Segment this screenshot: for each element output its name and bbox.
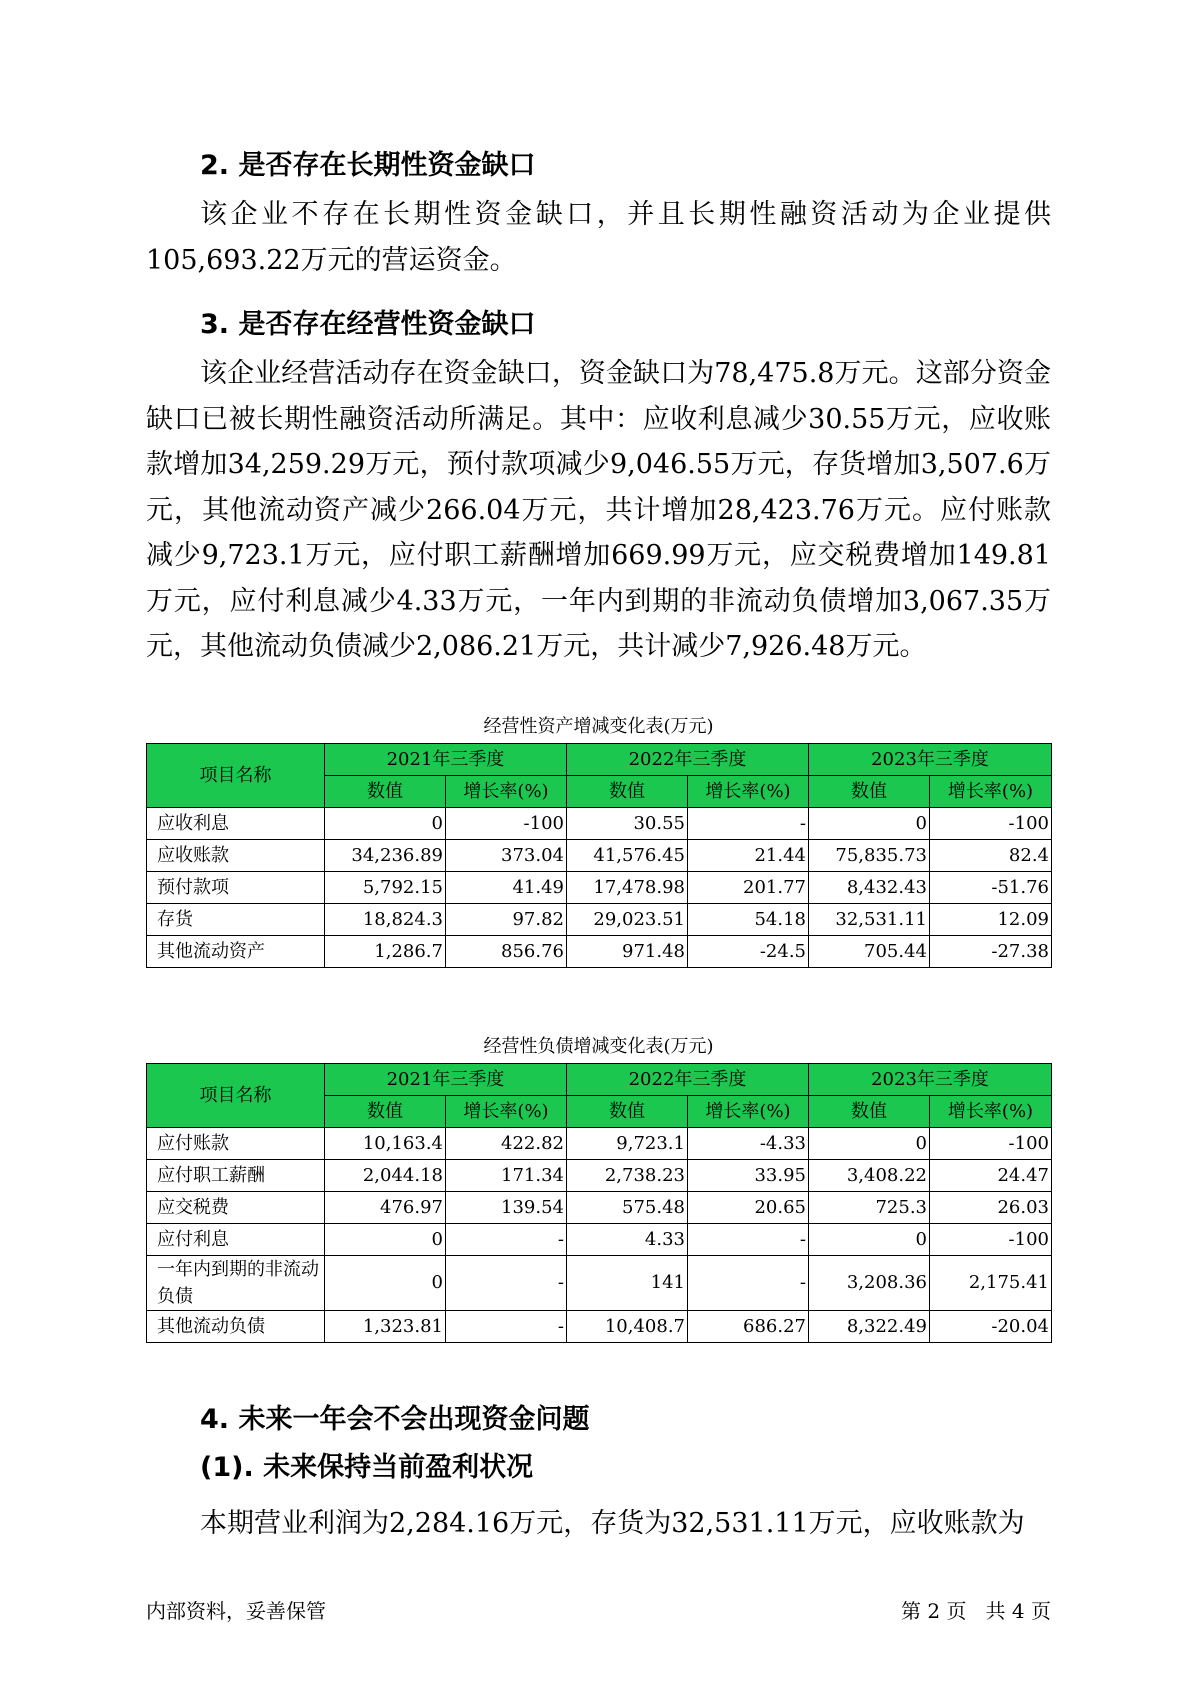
table-cell: -20.04 xyxy=(930,1311,1052,1343)
table-cell: 41.49 xyxy=(446,872,567,904)
period-header: 2021年三季度 xyxy=(325,744,567,776)
table-cell: 20.65 xyxy=(688,1192,809,1224)
table-row xyxy=(147,1128,1052,1160)
table-cell: 2,044.18 xyxy=(325,1160,446,1192)
table-cell: - xyxy=(446,1224,567,1256)
table-row xyxy=(147,1192,1052,1224)
sub-header: 数值 xyxy=(567,1096,688,1128)
table-cell: -100 xyxy=(930,1224,1052,1256)
table-row xyxy=(147,1160,1052,1192)
table-cell: - xyxy=(446,1311,567,1343)
table-cell: 0 xyxy=(325,808,446,840)
sub-header: 数值 xyxy=(325,776,446,808)
table-cell: 34,236.89 xyxy=(325,840,446,872)
table-cell: 2,175.41 xyxy=(930,1256,1052,1311)
table-row xyxy=(147,1256,1052,1311)
table-cell: 971.48 xyxy=(567,936,688,968)
table-cell: 24.47 xyxy=(930,1160,1052,1192)
sub-header: 数值 xyxy=(325,1096,446,1128)
table-cell: 686.27 xyxy=(688,1311,809,1343)
section-3-heading: 3. 是否存在经营性资金缺口 xyxy=(200,309,536,340)
table-cell: 10,163.4 xyxy=(325,1128,446,1160)
table-cell: 32,531.11 xyxy=(809,904,930,936)
table-cell: 201.77 xyxy=(688,872,809,904)
table-cell: 41,576.45 xyxy=(567,840,688,872)
table-cell: -24.5 xyxy=(688,936,809,968)
table-cell: 476.97 xyxy=(325,1192,446,1224)
table-cell: 9,723.1 xyxy=(567,1128,688,1160)
table-cell: 373.04 xyxy=(446,840,567,872)
section-4-paragraph: 本期营业利润为2,284.16万元，存货为32,531.11万元，应收账款为 xyxy=(200,1508,1025,1539)
table-cell: 12.09 xyxy=(930,904,1052,936)
table-cell: -51.76 xyxy=(930,872,1052,904)
table-cell: 725.3 xyxy=(809,1192,930,1224)
table-cell: -100 xyxy=(930,808,1052,840)
table-cell: 54.18 xyxy=(688,904,809,936)
table-cell: - xyxy=(688,1224,809,1256)
section-4-subheading: (1). 未来保持当前盈利状况 xyxy=(200,1452,534,1483)
table-row xyxy=(147,808,1052,840)
table-cell: -100 xyxy=(930,1128,1052,1160)
table-cell: 0 xyxy=(809,808,930,840)
table-row xyxy=(147,1224,1052,1256)
assets-table-body xyxy=(147,744,1052,968)
table-cell: 3,408.22 xyxy=(809,1160,930,1192)
row-name: 其他流动负债 xyxy=(147,1311,325,1343)
table-row xyxy=(147,936,1052,968)
sub-header: 增长率(%) xyxy=(446,1096,567,1128)
sub-header: 增长率(%) xyxy=(930,1096,1052,1128)
table-cell: 1,286.7 xyxy=(325,936,446,968)
row-name: 预付款项 xyxy=(147,872,325,904)
table-cell: 0 xyxy=(809,1224,930,1256)
assets-table xyxy=(146,743,1052,968)
row-name: 应付职工薪酬 xyxy=(147,1160,325,1192)
table-cell: -27.38 xyxy=(930,936,1052,968)
table-cell: 5,792.15 xyxy=(325,872,446,904)
sub-header: 数值 xyxy=(567,776,688,808)
table-cell: 0 xyxy=(809,1128,930,1160)
table-cell: 21.44 xyxy=(688,840,809,872)
section-3-paragraph: 该企业经营活动存在资金缺口，资金缺口为78,475.8万元。这部分资金缺口已被长期性融资活动所满足。其中：应收利息减少30.55万元，应收账款增加34,259.29万元，预付款项减少9,046.55万元，存货增加3,507.6万元，其他流动资产减少266.04万元，共计增加28,423.76万元。应付账款减少9,723.1万元，应付职工薪酬增加669.99万元，应交税费增加149.81万元，应付利息减少4.33万元，一年内到期的非流动负债增加3,067.35万元，其他流动负债减少2,086.21万元，共计减少7,926.48万元。 xyxy=(146,358,1051,662)
table-cell: 3,208.36 xyxy=(809,1256,930,1311)
item-name-header: 项目名称 xyxy=(147,744,325,808)
table-cell: 8,432.43 xyxy=(809,872,930,904)
sub-header: 增长率(%) xyxy=(930,776,1052,808)
section-4-heading: 4. 未来一年会不会出现资金问题 xyxy=(200,1404,590,1435)
table-cell: 97.82 xyxy=(446,904,567,936)
table-header-row xyxy=(147,1064,1052,1096)
row-name: 应付利息 xyxy=(147,1224,325,1256)
table-cell: -4.33 xyxy=(688,1128,809,1160)
row-name: 应交税费 xyxy=(147,1192,325,1224)
table-cell: 30.55 xyxy=(567,808,688,840)
table-cell: 1,323.81 xyxy=(325,1311,446,1343)
table-cell: 139.54 xyxy=(446,1192,567,1224)
period-header: 2021年三季度 xyxy=(325,1064,567,1096)
table-cell: 705.44 xyxy=(809,936,930,968)
table-cell: 18,824.3 xyxy=(325,904,446,936)
table-cell: 4.33 xyxy=(567,1224,688,1256)
assets-table-caption: 经营性资产增减变化表(万元) xyxy=(483,716,714,737)
row-name: 应付账款 xyxy=(147,1128,325,1160)
table-cell: 75,835.73 xyxy=(809,840,930,872)
footer-page-number: 第 2 页 共 4 页 xyxy=(901,1599,1051,1623)
table-cell: - xyxy=(688,1256,809,1311)
table-cell: 17,478.98 xyxy=(567,872,688,904)
liabilities-table-caption: 经营性负债增减变化表(万元) xyxy=(483,1036,714,1057)
table-cell: - xyxy=(446,1256,567,1311)
table-row xyxy=(147,840,1052,872)
section-2-heading: 2. 是否存在长期性资金缺口 xyxy=(200,150,536,181)
table-row xyxy=(147,904,1052,936)
table-cell: 0 xyxy=(325,1224,446,1256)
row-name: 存货 xyxy=(147,904,325,936)
liabilities-table-body xyxy=(147,1064,1052,1343)
row-name: 应收利息 xyxy=(147,808,325,840)
row-name: 应收账款 xyxy=(147,840,325,872)
table-cell: 10,408.7 xyxy=(567,1311,688,1343)
table-cell: - xyxy=(688,808,809,840)
period-header: 2022年三季度 xyxy=(567,1064,809,1096)
table-header-row xyxy=(147,744,1052,776)
section-2-paragraph: 该企业不存在长期性资金缺口，并且长期性融资活动为企业提供105,693.22万元的营运资金。 xyxy=(146,199,1051,276)
table-cell: 422.82 xyxy=(446,1128,567,1160)
table-cell: -100 xyxy=(446,808,567,840)
table-cell: 2,738.23 xyxy=(567,1160,688,1192)
table-cell: 856.76 xyxy=(446,936,567,968)
table-cell: 82.4 xyxy=(930,840,1052,872)
footer-left: 内部资料，妥善保管 xyxy=(146,1599,326,1623)
item-name-header: 项目名称 xyxy=(147,1064,325,1128)
table-cell: 29,023.51 xyxy=(567,904,688,936)
table-cell: 575.48 xyxy=(567,1192,688,1224)
table-cell: 141 xyxy=(567,1256,688,1311)
period-header: 2023年三季度 xyxy=(809,1064,1052,1096)
sub-header: 增长率(%) xyxy=(688,1096,809,1128)
table-row xyxy=(147,872,1052,904)
sub-header: 数值 xyxy=(809,776,930,808)
table-cell: 0 xyxy=(325,1256,446,1311)
liabilities-table xyxy=(146,1063,1052,1343)
table-cell: 33.95 xyxy=(688,1160,809,1192)
sub-header: 增长率(%) xyxy=(446,776,567,808)
sub-header: 数值 xyxy=(809,1096,930,1128)
period-header: 2022年三季度 xyxy=(567,744,809,776)
table-cell: 171.34 xyxy=(446,1160,567,1192)
row-name: 一年内到期的非流动负债 xyxy=(147,1256,325,1311)
sub-header: 增长率(%) xyxy=(688,776,809,808)
table-cell: 8,322.49 xyxy=(809,1311,930,1343)
table-row xyxy=(147,1311,1052,1343)
row-name: 其他流动资产 xyxy=(147,936,325,968)
period-header: 2023年三季度 xyxy=(809,744,1052,776)
table-cell: 26.03 xyxy=(930,1192,1052,1224)
